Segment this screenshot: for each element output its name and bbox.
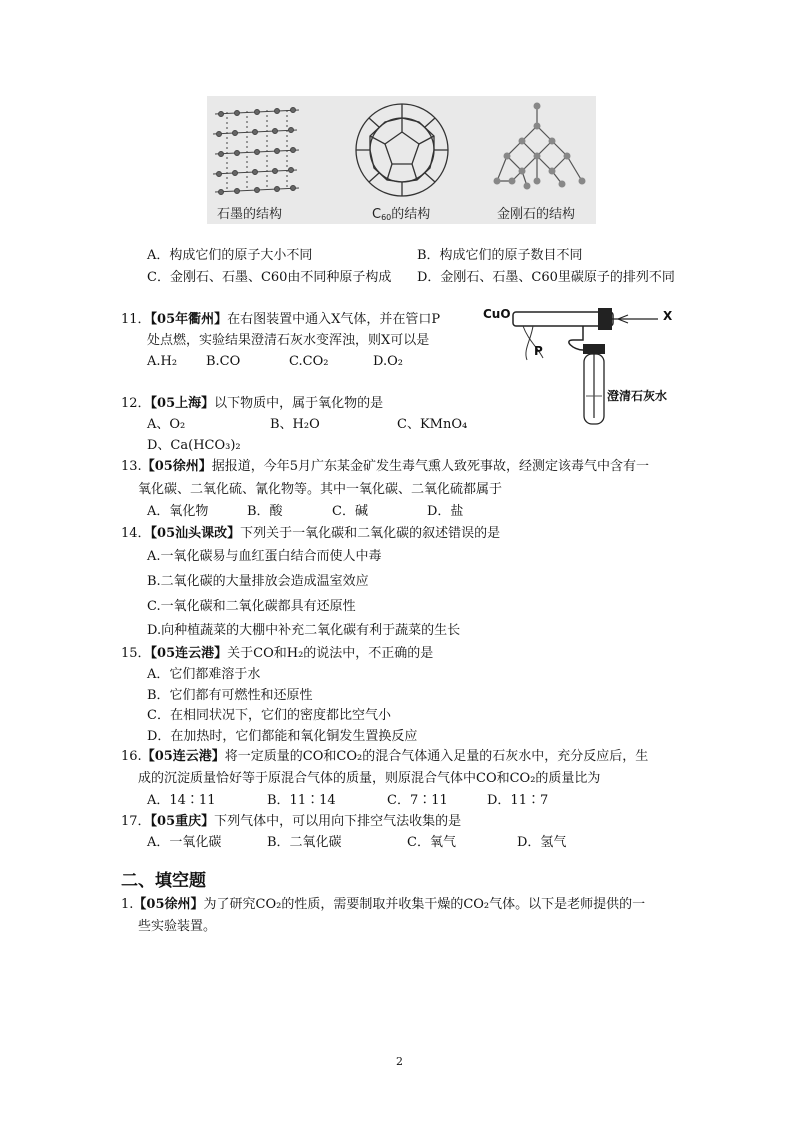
caption-c60: $C_{60}$的结构 — [372, 207, 431, 222]
section-heading: 二、填空题 — [121, 871, 206, 891]
q11-stem-line1: 11．【05年衢州】在右图装置中通入X气体，并在管口P — [121, 312, 441, 327]
q13-stem-line1: 13.【05徐州】据报道，今年5月广东某金矿发生毒气熏人致死事故，经测定该毒气中含有一 — [121, 459, 650, 474]
diamond-structure — [494, 103, 586, 190]
q14-option-a: A.一氧化碳易与血红蛋白结合而使人中毒 — [147, 549, 382, 564]
label-cuo: CuO — [483, 307, 511, 321]
q14-option-d: D.向种植蔬菜的大棚中补充二氧化碳有利于蔬菜的生长 — [147, 623, 461, 638]
q17-option-a: A．一氧化碳 — [147, 835, 222, 850]
q15-stem: 15．【05连云港】关于CO和H₂的说法中，不正确的是 — [121, 646, 434, 661]
q16-stem-line2: 成的沉淀质量恰好等于原混合气体的质量，则原混合气体中CO和CO₂的质量比为 — [138, 771, 601, 786]
q11-stem-line2: 处点燃，实验结果澄清石灰水变浑浊，则X可以是 — [147, 333, 430, 348]
q16-stem-line1: 16.【05连云港】将一定质量的CO和CO₂的混合气体通入足量的石灰水中，充分反应后，生 — [121, 749, 649, 764]
label-x: X — [663, 309, 673, 323]
q13-option-d: D．盐 — [427, 504, 464, 519]
q11-option-b: B.CO — [206, 354, 241, 369]
q16-option-d: D．11∶7 — [487, 793, 549, 808]
q13-option-c: C．碱 — [332, 504, 368, 519]
q13-stem-line2: 氧化碳、二氧化硫、氰化物等。其中一氧化碳、二氧化硫都属于 — [138, 482, 503, 497]
label-limewater: 澄清石灰水 — [607, 389, 668, 403]
q12-option-d: D、Ca(HCO₃)₂ — [147, 438, 241, 453]
q16-option-a: A．14∶11 — [147, 793, 216, 808]
q17-option-d: D．氢气 — [517, 835, 567, 850]
c60-structure — [356, 104, 448, 196]
q10-option-a: A．构成它们的原子大小不同 — [147, 248, 313, 263]
q15-option-c: C．在相同状况下，它们的密度都比空气小 — [147, 708, 391, 723]
q17-option-c: C．氧气 — [407, 835, 456, 850]
q16-option-c: C．7∶11 — [387, 793, 448, 808]
q16-option-b: B．11∶14 — [267, 793, 336, 808]
q12-option-b: B、H₂O — [270, 417, 320, 432]
graphite-structure — [213, 108, 299, 195]
apparatus-drawing — [483, 300, 683, 430]
label-p: P — [534, 344, 543, 358]
q11-option-c: C.CO₂ — [289, 354, 329, 369]
q10-option-c: C．金刚石、石墨、C60由不同种原子构成 — [147, 270, 392, 285]
caption-diamond: 金刚石的结构 — [497, 207, 576, 222]
carbon-structures-figure — [207, 96, 596, 224]
q13-option-b: B．酸 — [247, 504, 283, 519]
q11-apparatus — [483, 300, 683, 430]
q15-option-a: A．它们都难溶于水 — [147, 667, 261, 682]
q14-option-c: C.一氧化碳和二氧化碳都具有还原性 — [147, 599, 356, 614]
q11-option-a: A.H₂ — [147, 354, 178, 369]
q15-option-b: B．它们都有可燃性和还原性 — [147, 688, 313, 703]
q13-option-a: A．氧化物 — [147, 504, 209, 519]
q12-option-c: C、KMnO₄ — [397, 417, 468, 432]
q17-option-b: B．二氧化碳 — [267, 835, 342, 850]
q14-stem: 14．【05汕头课改】下列关于一氧化碳和二氧化碳的叙述错误的是 — [121, 526, 501, 541]
q17-stem: 17．【05重庆】下列气体中，可以用向下排空气法收集的是 — [121, 814, 462, 829]
q12-stem: 12．【05上海】以下物质中，属于氧化物的是 — [121, 396, 384, 411]
q12-option-a: A、O₂ — [147, 417, 186, 432]
q10-option-b: B．构成它们的原子数目不同 — [417, 248, 583, 263]
caption-graphite: 石墨的结构 — [217, 207, 283, 222]
q15-option-d: D．在加热时，它们都能和氧化铜发生置换反应 — [147, 729, 418, 744]
q10-option-d: D．金刚石、石墨、C60里碳原子的排列不同 — [417, 270, 675, 285]
q11-option-d: D.O₂ — [373, 354, 403, 369]
q14-option-b: B.二氧化碳的大量排放会造成温室效应 — [147, 574, 369, 589]
page-number: 2 — [396, 1055, 403, 1068]
s2-q1-line2: 些实验装置。 — [138, 919, 217, 934]
s2-q1-line1: 1.【05徐州】为了研究CO₂的性质，需要制取并收集干燥的CO₂气体。以下是老师提供的一 — [121, 897, 646, 912]
